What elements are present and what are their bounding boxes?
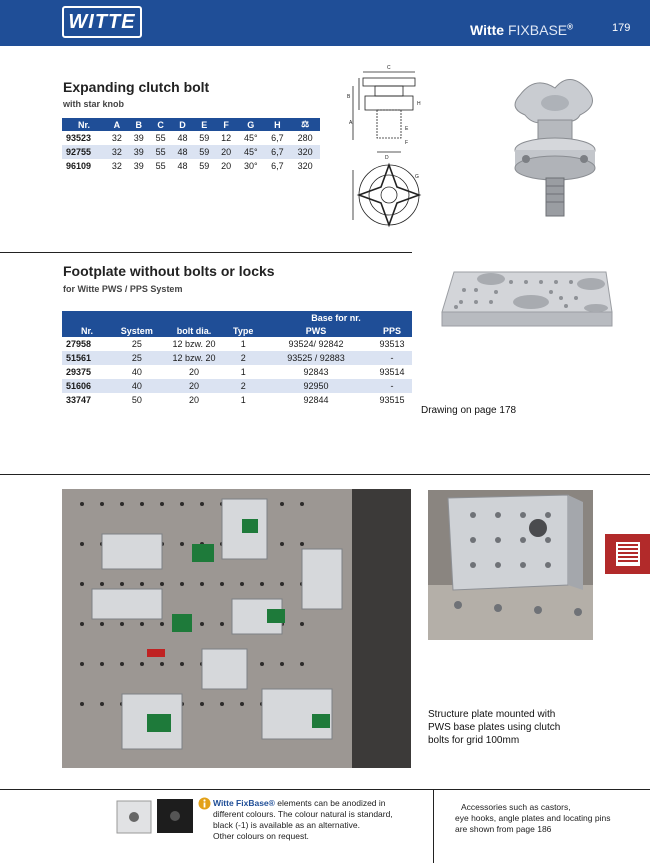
- cell: 55: [155, 161, 166, 171]
- cell: 55: [150, 145, 172, 159]
- cell: 93515: [379, 395, 405, 405]
- cell: 59: [199, 133, 210, 143]
- structure-plate-photo: [428, 490, 593, 640]
- caption-line: PWS base plates using clutch: [428, 722, 561, 733]
- cell: 25: [131, 339, 142, 349]
- table-header-row: [62, 118, 320, 131]
- section-divider: [0, 474, 650, 475]
- cell: 48: [172, 145, 194, 159]
- dim-label: F: [405, 140, 409, 146]
- section1-subtitle: with star knob: [63, 99, 125, 109]
- cell: 1: [240, 339, 246, 349]
- col-header: PWS: [260, 324, 372, 337]
- cell: 6,7: [271, 133, 284, 143]
- caption-line: bolts for grid 100mm: [428, 735, 520, 746]
- accessories-note: [455, 802, 610, 835]
- grid-icon: [616, 542, 640, 566]
- cell: 20: [189, 395, 200, 405]
- cell: -: [372, 351, 412, 365]
- dim-label: H: [417, 101, 421, 107]
- table-row: [62, 393, 412, 407]
- colour-cubes-image: [115, 795, 197, 837]
- cell: 25: [112, 351, 162, 365]
- col-header: G: [237, 118, 264, 131]
- cell: 280: [297, 133, 313, 143]
- cell: 32: [106, 145, 128, 159]
- table-row: [62, 365, 412, 379]
- section1-title: Expanding clutch bolt: [63, 79, 210, 95]
- accessories-line: eye hooks, angle plates and locating pins: [455, 813, 611, 823]
- table-row: [62, 351, 412, 365]
- cell: 12: [221, 133, 232, 143]
- cell: 51606: [62, 379, 112, 393]
- col-header: F: [215, 118, 237, 131]
- table-row: [62, 131, 320, 145]
- cell: 39: [128, 145, 150, 159]
- table-header-row: [62, 311, 412, 324]
- table-row: [62, 145, 320, 159]
- col-header: E: [193, 118, 215, 131]
- note-line: black (-1) is available as an alternative.: [213, 820, 360, 830]
- cell: 40: [112, 379, 162, 393]
- note-line: Other colours on request.: [213, 831, 309, 841]
- clutch-bolt-photo: [500, 70, 610, 230]
- cell: 1: [240, 367, 246, 377]
- note-reg: ®: [268, 798, 275, 808]
- cell: 32: [111, 133, 122, 143]
- dim-label: D: [385, 155, 389, 161]
- cell: 6,7: [265, 145, 291, 159]
- cell: 2: [226, 351, 260, 365]
- cell: 55: [155, 133, 166, 143]
- note-text: elements can be anodized in: [274, 798, 386, 808]
- cell: 93524/ 92842: [288, 339, 344, 349]
- cell: 27958: [66, 339, 92, 349]
- brand-title: [470, 22, 573, 38]
- note-line-1: [213, 798, 393, 809]
- accessories-line: are shown from page 186: [455, 824, 552, 834]
- table-row: [62, 379, 412, 393]
- clutch-bolt-table: [62, 118, 320, 173]
- cell: 93523: [66, 133, 92, 143]
- footplate-photo: [436, 262, 618, 344]
- footer-divider: [0, 789, 650, 790]
- note-brand: Witte FixBase: [213, 798, 269, 808]
- brand-name: FIXBASE: [507, 22, 568, 38]
- cell: 45°: [243, 133, 258, 143]
- chapter-tab[interactable]: [605, 534, 650, 574]
- section2-title: Footplate without bolts or locks: [63, 263, 275, 279]
- cell: 51561: [62, 351, 112, 365]
- structure-plate-caption: [428, 708, 560, 747]
- cell: 92844: [303, 395, 329, 405]
- logo-text: WITTE: [68, 10, 136, 33]
- dim-label: C: [387, 65, 391, 71]
- col-header: H: [265, 118, 291, 131]
- cell: 20: [221, 161, 232, 171]
- cell: 32: [111, 161, 122, 171]
- dim-label: B: [347, 94, 351, 100]
- cell: 12 bzw. 20: [172, 339, 216, 349]
- cell: 39: [133, 161, 144, 171]
- col-header: Nr.: [62, 324, 112, 337]
- cell: 92843: [303, 367, 329, 377]
- col-header: System: [112, 324, 162, 337]
- drawing-note: Drawing on page 178: [421, 405, 517, 416]
- col-header: A: [106, 118, 128, 131]
- header-spacer: [62, 311, 260, 324]
- cell: 29375: [66, 367, 92, 377]
- caption-line: Structure plate mounted with: [428, 709, 556, 720]
- cell: 59: [199, 161, 210, 171]
- brand-prefix: Witte: [470, 22, 505, 38]
- section2-subtitle: for Witte PWS / PPS System: [63, 284, 183, 294]
- cell: 6,7: [271, 161, 284, 171]
- cell: 93525 / 92883: [260, 351, 372, 365]
- table-row: [62, 159, 320, 173]
- cell: 39: [133, 133, 144, 143]
- clutch-bolt-drawing: [345, 60, 425, 230]
- page-number: 179: [612, 22, 631, 34]
- footer-vertical-divider: [433, 789, 434, 863]
- group-header: Base for nr.: [260, 311, 412, 324]
- table-row: [62, 337, 412, 351]
- cell: 40: [131, 367, 142, 377]
- dim-label: E: [405, 126, 409, 132]
- footplate-table: [62, 311, 412, 407]
- note-line: different colours. The colour natural is standard,: [213, 809, 393, 819]
- cell: 33747: [66, 395, 92, 405]
- cell: 20: [215, 145, 237, 159]
- cell: 20: [162, 379, 227, 393]
- cell: 2: [226, 379, 260, 393]
- col-header: D: [172, 118, 194, 131]
- anodize-note: [213, 798, 393, 842]
- cell: 45°: [237, 145, 264, 159]
- col-header: B: [128, 118, 150, 131]
- weight-icon: ⚖: [290, 118, 320, 131]
- cell: 96109: [66, 161, 92, 171]
- cell: 320: [290, 145, 320, 159]
- page-header: [0, 0, 650, 46]
- cell: 59: [193, 145, 215, 159]
- cell: 48: [177, 161, 188, 171]
- cell: 48: [177, 133, 188, 143]
- cell: 50: [131, 395, 142, 405]
- cell: 92950: [260, 379, 372, 393]
- cell: -: [372, 379, 412, 393]
- brand-reg: ®: [567, 22, 574, 32]
- workshop-photo: [62, 489, 411, 768]
- cell: 92755: [62, 145, 106, 159]
- info-icon: [198, 797, 211, 810]
- section-divider: [0, 252, 412, 253]
- dim-label: G: [415, 174, 419, 180]
- accessories-line: Accessories such as castors,: [461, 802, 571, 812]
- cell: 30°: [243, 161, 258, 171]
- cell: 1: [240, 395, 246, 405]
- col-header: C: [150, 118, 172, 131]
- col-header: PPS: [372, 324, 412, 337]
- cell: 93514: [379, 367, 405, 377]
- dim-label: A: [349, 120, 353, 126]
- col-header: Type: [226, 324, 260, 337]
- cell: 20: [189, 367, 200, 377]
- table-header-row: [62, 324, 412, 337]
- cell: 12 bzw. 20: [162, 351, 227, 365]
- col-header: bolt dia.: [162, 324, 227, 337]
- col-header: Nr.: [62, 118, 106, 131]
- cell: 93513: [379, 339, 405, 349]
- cell: 320: [297, 161, 313, 171]
- witte-logo: [62, 6, 142, 38]
